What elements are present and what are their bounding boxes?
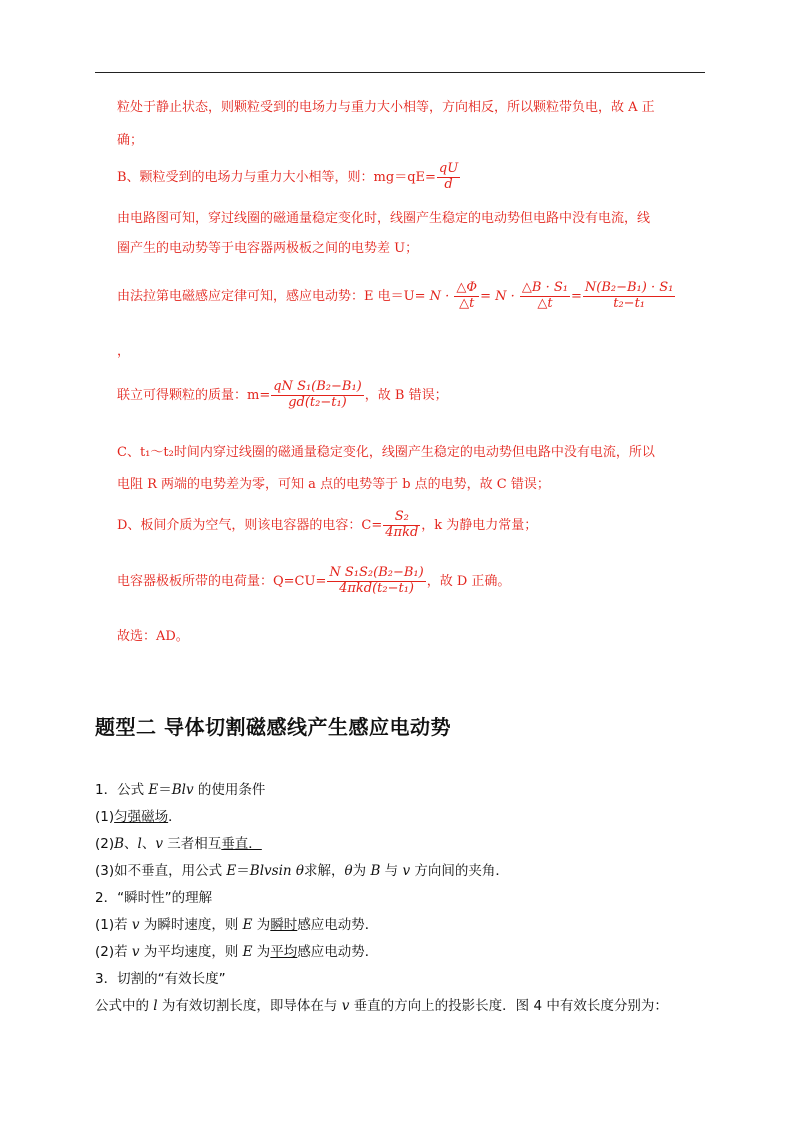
var-e: E [242, 944, 253, 960]
text: 为 [252, 917, 271, 933]
underlined-term: 匀强磁场 [114, 809, 169, 825]
capacitance-equation [117, 510, 537, 541]
b-denominator: d [444, 176, 453, 192]
mass-fraction [271, 380, 364, 411]
solution-line-4: 圈产生的电动势等于电容器两极板之间的电势差 U； [117, 241, 419, 256]
text: 为有效切割长度，即导体在与 [157, 998, 342, 1014]
capacitance-numerator: S₂ [383, 510, 420, 526]
text: 为平均速度，则 [139, 944, 243, 960]
var-l: l [153, 998, 158, 1014]
faraday-frac2 [520, 281, 570, 312]
var-v: v [341, 998, 350, 1014]
list-item [95, 940, 378, 960]
list-item: 2．“瞬时性”的理解 [95, 890, 213, 906]
list-item [95, 778, 265, 798]
text: 为 [352, 863, 371, 879]
text: 的使用条件 [193, 782, 266, 798]
var-blv: Blv [249, 863, 272, 879]
capacitance-denominator: 4πkd [385, 524, 419, 540]
faraday-frac3-num: N(B₂−B₁) · S₁ [584, 280, 674, 295]
list-item [95, 913, 378, 933]
list-item [95, 832, 262, 852]
capacitance-text: D、板间介质为空气，则该电容器的电容：C= [117, 517, 383, 533]
faraday-frac3-den: t₂−t₁ [613, 295, 645, 311]
text: 垂直的方向上的投影长度．图 4 中有效长度分别为： [349, 998, 668, 1014]
answer-line: 故选：AD。 [117, 629, 189, 644]
solution-line-1: 粒处于静止状态，则颗粒受到的电场力与重力大小相等，方向相反，所以颗粒带负电，故 A 正 [117, 100, 655, 115]
faraday-frac1-num: △Φ [456, 280, 478, 295]
header-rule [95, 72, 705, 73]
list-item [95, 994, 668, 1014]
var-e: E [148, 782, 159, 798]
text: 三者相互 [163, 836, 222, 852]
faraday-frac3 [583, 281, 675, 312]
var-theta: θ [344, 863, 353, 879]
text: ． [168, 809, 182, 825]
faraday-equation [117, 281, 676, 312]
text: 、 [124, 836, 138, 852]
text: (1) [95, 809, 115, 825]
faraday-eq3: = [570, 288, 582, 304]
mass-text: 联立可得颗粒的质量：m [117, 387, 260, 403]
list-item: 3．切割的“有效长度” [95, 971, 226, 987]
text: (3)如不垂直，用公式 [95, 863, 227, 879]
var-blv: Blv [171, 782, 194, 798]
mass-eq: = [259, 387, 271, 403]
charge-fraction [327, 566, 425, 597]
capacitance-fraction [383, 510, 420, 541]
solution-line-2: 确； [117, 133, 144, 148]
var-v: v [131, 917, 140, 933]
var-v: v [155, 836, 164, 852]
mass-equation [117, 380, 448, 411]
underlined-term: 平均 [270, 944, 298, 960]
text: 求解， [304, 863, 345, 879]
faraday-frac2-den: △t [537, 295, 553, 311]
section-heading: 题型二 导体切割磁感线产生感应电动势 [95, 715, 451, 739]
text: (2) [95, 836, 115, 852]
underlined-term: 垂直． [221, 836, 262, 852]
charge-tail: ，故 D 正确。 [426, 573, 511, 589]
faraday-frac1-den: △t [459, 295, 475, 311]
faraday-eq2: = [480, 288, 491, 304]
capacitance-tail: ，k 为静电力常量； [421, 517, 538, 533]
mass-numerator: qN S₁(B₂−B₁) [273, 379, 362, 394]
var-b: B [114, 836, 125, 852]
solution-line-3: 由电路图可知，穿过线圈的磁通量稳定变化时，线圈产生稳定的电动势但电路中没有电流，线 [117, 211, 651, 226]
var-l: l [137, 836, 142, 852]
text: ＝ [236, 863, 250, 879]
faraday-n2: N · [495, 288, 515, 304]
list-item [95, 859, 509, 879]
var-v: v [131, 944, 140, 960]
charge-denominator: 4πkd(t₂−t₁) [339, 580, 414, 596]
list-item [95, 805, 182, 825]
charge-text: 电容器极板所带的电荷量：Q=CU [117, 573, 316, 589]
text: (1)若 [95, 917, 132, 933]
text: 与 [380, 863, 403, 879]
charge-equation [117, 566, 510, 597]
text: 方向间的夹角． [410, 863, 509, 879]
faraday-eq1: = [414, 288, 426, 304]
faraday-frac2-num: △B · S₁ [521, 280, 568, 295]
b-numerator: qU [438, 161, 459, 176]
text: 公式中的 [95, 998, 154, 1014]
text: ＝ [158, 782, 172, 798]
text: 为瞬时速度，则 [139, 917, 243, 933]
charge-numerator: N S₁S₂(B₂−B₁) [329, 565, 424, 580]
faraday-frac1 [454, 281, 479, 312]
b-fraction [437, 162, 460, 193]
solution-line-b [117, 162, 461, 193]
sin-theta: sin θ [271, 863, 305, 879]
text: 感应电动势． [297, 944, 379, 960]
option-c-line-1: C、t₁～t₂时间内穿过线圈的磁通量稳定变化，线圈产生稳定的电动势但电路中没有电流，所以 [117, 445, 655, 460]
b-text: B、颗粒受到的电场力与重力大小相等，则：mg＝qE= [117, 169, 436, 185]
text: (2)若 [95, 944, 132, 960]
text: 、 [141, 836, 156, 852]
var-v: v [402, 863, 411, 879]
var-e: E [226, 863, 237, 879]
option-c-line-2: 电阻 R 两端的电势差为零，可知 a 点的电势等于 b 点的电势，故 C 错误； [117, 477, 550, 492]
faraday-comma: ， [117, 344, 131, 359]
faraday-n1: N · [429, 288, 450, 304]
mass-denominator: gd(t₂−t₁) [288, 394, 347, 410]
text: 1．公式 [95, 782, 149, 798]
text: 为 [252, 944, 271, 960]
var-b: B [370, 863, 381, 879]
faraday-text: 由法拉第电磁感应定律可知，感应电动势：E 电＝U [117, 288, 415, 304]
text: 感应电动势． [297, 917, 379, 933]
mass-tail: ，故 B 错误； [364, 387, 448, 403]
var-e: E [242, 917, 253, 933]
underlined-term: 瞬时 [270, 917, 298, 933]
charge-eq: = [315, 573, 327, 589]
